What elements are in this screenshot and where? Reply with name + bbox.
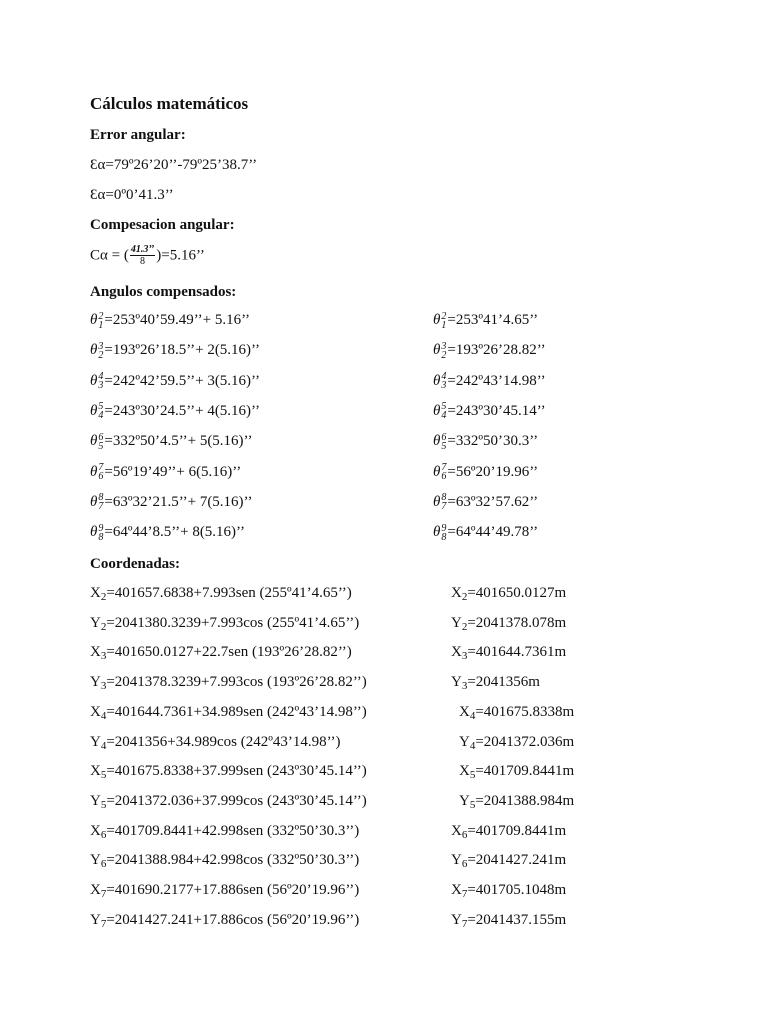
- angle-formula: [90, 402, 260, 421]
- coordinate-variable: Y: [451, 852, 462, 869]
- theta-symbol-group: [433, 371, 447, 392]
- compensation-heading: Compesacion angular:: [90, 217, 235, 233]
- coordinate-formula-text: =401675.8338+37.999sen (243º30’45.14’’): [106, 763, 367, 780]
- coordinate-result: [451, 643, 566, 661]
- angle-formula-text: =64º44’8.5’’+ 8(5.16)’’: [104, 524, 245, 541]
- coordinate-result-text: =2041388.984m: [475, 792, 575, 809]
- coordinates-heading: Coordenadas:: [90, 556, 181, 572]
- coordinate-result-text: =2041372.036m: [475, 733, 575, 750]
- coordinate-variable: X: [451, 585, 462, 601]
- coordinate-result: [459, 792, 574, 810]
- coordinate-formula: [90, 733, 341, 751]
- coordinate-formula-text: =401709.8441+42.998sen (332º50’30.3’’): [106, 822, 360, 839]
- coordinate-variable: Y: [451, 614, 462, 631]
- coordinate-formula: [90, 911, 359, 929]
- coordinate-result-text: =2041427.241m: [467, 852, 567, 869]
- theta-symbol-group: [90, 492, 104, 513]
- theta-symbol-group: [433, 310, 447, 331]
- angle-formula: [90, 523, 245, 542]
- coordinate-result: [459, 733, 574, 751]
- angle-formula-text: =332º50’4.5’’+ 5(5.16)’’: [104, 433, 253, 450]
- coordinate-result: [451, 911, 566, 929]
- coordinate-result-text: =401709.8441m: [475, 763, 575, 780]
- angle-result: [433, 402, 546, 421]
- theta-superscript: 8: [98, 492, 104, 504]
- theta-subscript: 8: [441, 531, 447, 543]
- coordinate-formula: [90, 614, 359, 632]
- theta-symbol: θ: [433, 493, 441, 510]
- compensation-fraction: [130, 245, 155, 267]
- angle-formula-text: =243º30’24.5’’+ 4(5.16)’’: [104, 402, 260, 419]
- coordinate-result: [451, 673, 540, 691]
- angle-result-text: =56º20’19.96’’: [447, 463, 539, 480]
- page-title: Cálculos matemáticos: [90, 94, 249, 113]
- coordinate-formula: [90, 762, 367, 780]
- theta-subscript: 5: [98, 440, 104, 452]
- coordinate-index: 7: [461, 888, 468, 900]
- coordinate-variable: Y: [90, 614, 101, 631]
- theta-indices: [98, 372, 103, 390]
- coordinate-index: 6: [461, 828, 468, 841]
- theta-superscript: 9: [441, 522, 447, 534]
- theta-symbol: θ: [90, 312, 98, 328]
- angle-formula: [90, 311, 250, 330]
- theta-symbol-group: [433, 340, 447, 361]
- coordinate-index: 3: [100, 680, 107, 693]
- theta-subscript: 3: [441, 380, 447, 392]
- angle-result-text: =63º32’57.62’’: [447, 493, 539, 510]
- theta-symbol: θ: [433, 433, 441, 450]
- theta-symbol-group: [90, 401, 104, 422]
- coordinate-result-text: =401709.8441m: [467, 822, 567, 839]
- theta-subscript: 3: [98, 380, 104, 392]
- angle-formula: [90, 341, 260, 360]
- theta-superscript: 5: [441, 401, 447, 413]
- coordinate-formula: [90, 881, 359, 899]
- theta-indices: [441, 402, 446, 420]
- coordinate-variable: X: [90, 882, 101, 898]
- theta-superscript: 6: [441, 431, 447, 443]
- theta-subscript: 5: [441, 440, 447, 452]
- theta-symbol-group: [90, 431, 104, 452]
- error-line: Ɛα=0º0’41.3’’: [90, 187, 174, 203]
- coordinate-variable: X: [90, 763, 101, 780]
- coordinate-index: 5: [100, 769, 107, 782]
- coordinate-formula: [90, 643, 352, 661]
- theta-symbol: θ: [90, 524, 98, 541]
- theta-indices: [98, 463, 103, 481]
- coordinate-variable: X: [451, 644, 462, 661]
- coordinate-variable: X: [459, 703, 470, 720]
- theta-symbol-group: [433, 492, 447, 513]
- theta-indices: [441, 342, 446, 360]
- theta-superscript: 2: [98, 310, 104, 322]
- theta-subscript: 2: [98, 349, 104, 361]
- theta-symbol-group: [90, 340, 104, 361]
- theta-subscript: 7: [98, 501, 104, 513]
- coordinate-variable: Y: [90, 733, 101, 750]
- coordinate-formula: [90, 822, 359, 840]
- angle-result-text: =64º44’49.78’’: [447, 524, 539, 541]
- theta-symbol: θ: [90, 433, 98, 450]
- angle-result-text: =253º41’4.65’’: [447, 312, 539, 328]
- angle-result: [433, 341, 546, 360]
- angle-result: [433, 463, 538, 482]
- theta-indices: [441, 312, 446, 330]
- theta-indices: [98, 433, 103, 451]
- fraction-denominator: 8: [140, 256, 146, 267]
- theta-indices: [98, 342, 103, 360]
- theta-symbol: θ: [90, 463, 98, 480]
- coordinate-result: [451, 584, 566, 602]
- coordinate-index: 3: [461, 650, 468, 663]
- angle-result: [433, 432, 538, 451]
- coordinate-variable: X: [451, 822, 462, 839]
- compensation-suffix: )=5.16’’: [156, 247, 205, 264]
- angle-formula-text: =193º26’18.5’’+ 2(5.16)’’: [104, 342, 260, 359]
- coordinate-result-text: =401705.1048m: [467, 882, 567, 898]
- angle-formula-text: =56º19’49’’+ 6(5.16)’’: [104, 463, 242, 480]
- angle-formula-text: =242º42’59.5’’+ 3(5.16)’’: [104, 372, 260, 389]
- theta-subscript: 1: [441, 319, 447, 331]
- theta-symbol-group: [433, 462, 447, 483]
- theta-indices: [441, 524, 446, 542]
- theta-subscript: 6: [98, 471, 104, 483]
- theta-symbol-group: [433, 431, 447, 452]
- coordinate-index: 5: [469, 769, 476, 782]
- coordinate-formula: [90, 792, 367, 810]
- coordinate-result: [459, 703, 574, 721]
- coordinate-index: 6: [100, 858, 107, 871]
- coordinate-index: 3: [100, 650, 107, 663]
- theta-subscript: 8: [98, 531, 104, 543]
- coordinate-formula: [90, 673, 367, 691]
- theta-superscript: 7: [441, 462, 447, 474]
- angle-result: [433, 523, 538, 542]
- coordinate-result: [451, 822, 566, 840]
- theta-symbol-group: [90, 462, 104, 483]
- theta-superscript: 4: [441, 371, 447, 383]
- coordinate-formula-text: =2041356+34.989cos (242º43’14.98’’): [106, 733, 341, 750]
- theta-symbol: θ: [433, 402, 441, 419]
- angle-result-text: =242º43’14.98’’: [447, 372, 546, 389]
- theta-superscript: 6: [98, 431, 104, 443]
- coordinate-formula-text: =2041378.3239+7.993cos (193º26’28.82’’): [106, 674, 367, 691]
- theta-indices: [441, 433, 446, 451]
- coordinate-formula-text: =2041372.036+37.999cos (243º30’45.14’’): [106, 792, 367, 809]
- coordinate-variable: Y: [459, 792, 470, 809]
- coordinate-variable: Y: [451, 911, 462, 928]
- coordinate-result: [451, 881, 566, 899]
- coordinate-index: 4: [469, 709, 476, 722]
- coordinate-formula-text: =2041427.241+17.886cos (56º20’19.96’’): [106, 911, 360, 928]
- theta-symbol-group: [90, 522, 104, 543]
- angle-result: [433, 493, 538, 512]
- coordinate-variable: X: [90, 644, 101, 661]
- coordinate-formula-text: =401644.7361+34.989sen (242º43’14.98’’): [106, 703, 367, 720]
- theta-indices: [98, 524, 103, 542]
- coordinate-index: 4: [469, 739, 476, 752]
- theta-symbol-group: [433, 401, 447, 422]
- theta-symbol: θ: [433, 524, 441, 541]
- theta-symbol-group: [90, 371, 104, 392]
- angle-result: [433, 372, 546, 391]
- coordinate-result-text: =401675.8338m: [475, 703, 575, 720]
- theta-superscript: 2: [441, 310, 447, 322]
- theta-subscript: 4: [98, 410, 104, 422]
- coordinate-index: 3: [461, 680, 468, 693]
- coordinate-result-text: =2041437.155m: [467, 911, 567, 928]
- theta-superscript: 4: [98, 371, 104, 383]
- error-heading: Error angular:: [90, 127, 186, 143]
- theta-symbol: θ: [433, 312, 441, 328]
- theta-subscript: 4: [441, 410, 447, 422]
- theta-superscript: 5: [98, 401, 104, 413]
- theta-superscript: 9: [98, 522, 104, 534]
- angles-heading: Angulos compensados:: [90, 284, 237, 300]
- coordinate-index: 2: [100, 620, 107, 633]
- theta-symbol: θ: [90, 402, 98, 419]
- theta-superscript: 3: [98, 340, 104, 352]
- coordinate-index: 2: [461, 620, 468, 633]
- theta-superscript: 8: [441, 492, 447, 504]
- coordinate-result-text: =2041378.078m: [467, 614, 567, 631]
- fraction-numerator: 41.3’’: [130, 244, 155, 255]
- theta-symbol: θ: [90, 372, 98, 389]
- coordinate-index: 7: [100, 917, 107, 930]
- theta-symbol: θ: [433, 342, 441, 359]
- coordinate-result-text: =401650.0127m: [467, 585, 567, 601]
- coordinate-variable: Y: [451, 674, 462, 691]
- theta-indices: [98, 402, 103, 420]
- angle-result-text: =193º26’28.82’’: [447, 342, 546, 359]
- coordinate-formula: [90, 851, 359, 869]
- coordinate-index: 5: [469, 798, 476, 811]
- coordinate-index: 2: [100, 591, 107, 603]
- coordinate-result: [459, 762, 574, 780]
- theta-symbol: θ: [433, 372, 441, 389]
- theta-subscript: 1: [98, 319, 104, 331]
- coordinate-formula-text: =401650.0127+22.7sen (193º26’28.82’’): [106, 644, 352, 661]
- theta-indices: [441, 463, 446, 481]
- error-line: Ɛα=79º26’20’’-79º25’38.7’’: [90, 157, 258, 173]
- theta-indices: [98, 312, 103, 330]
- angle-formula: [90, 493, 252, 512]
- coordinate-variable: Y: [459, 733, 470, 750]
- coordinate-formula-text: =2041388.984+42.998cos (332º50’30.3’’): [106, 852, 360, 869]
- coordinate-index: 7: [100, 888, 107, 900]
- theta-symbol: θ: [433, 463, 441, 480]
- theta-indices: [441, 372, 446, 390]
- angle-result-text: =243º30’45.14’’: [447, 402, 546, 419]
- coordinate-variable: X: [90, 822, 101, 839]
- coordinate-index: 5: [100, 798, 107, 811]
- coordinate-result-text: =2041356m: [467, 674, 540, 691]
- coordinate-index: 7: [461, 917, 468, 930]
- angle-result: [433, 311, 538, 330]
- coordinate-index: 4: [100, 709, 107, 722]
- coordinate-formula-text: =2041380.3239+7.993cos (255º41’4.65’’): [106, 614, 360, 631]
- coordinate-variable: Y: [90, 852, 101, 869]
- coordinate-index: 4: [100, 739, 107, 752]
- theta-subscript: 6: [441, 471, 447, 483]
- coordinate-variable: X: [90, 703, 101, 720]
- theta-indices: [98, 493, 103, 511]
- coordinate-variable: X: [451, 882, 462, 898]
- coordinate-formula-text: =401690.2177+17.886sen (56º20’19.96’’): [106, 882, 360, 898]
- coordinate-variable: Y: [90, 911, 101, 928]
- theta-symbol-group: [433, 522, 447, 543]
- compensation-formula: [90, 245, 205, 267]
- coordinate-variable: Y: [90, 792, 101, 809]
- coordinate-formula-text: =401657.6838+7.993sen (255º41’4.65’’): [106, 585, 352, 601]
- coordinate-index: 2: [461, 591, 468, 603]
- coordinate-result-text: =401644.7361m: [467, 644, 567, 661]
- coordinate-result: [451, 851, 566, 869]
- coordinate-variable: X: [459, 763, 470, 780]
- angle-formula-text: =63º32’21.5’’+ 7(5.16)’’: [104, 493, 253, 510]
- theta-superscript: 3: [441, 340, 447, 352]
- coordinate-formula: [90, 703, 367, 721]
- theta-symbol: θ: [90, 342, 98, 359]
- theta-indices: [441, 493, 446, 511]
- compensation-prefix: Cα = (: [90, 247, 129, 264]
- coordinate-variable: Y: [90, 674, 101, 691]
- coordinate-result: [451, 614, 566, 632]
- angle-result-text: =332º50’30.3’’: [447, 433, 539, 450]
- theta-superscript: 7: [98, 462, 104, 474]
- coordinate-index: 6: [461, 858, 468, 871]
- theta-symbol: θ: [90, 493, 98, 510]
- coordinate-variable: X: [90, 585, 101, 601]
- coordinate-formula: [90, 584, 352, 602]
- angle-formula: [90, 432, 252, 451]
- theta-subscript: 2: [441, 349, 447, 361]
- angle-formula-text: =253º40’59.49’’+ 5.16’’: [104, 312, 250, 328]
- theta-subscript: 7: [441, 501, 447, 513]
- angle-formula: [90, 463, 241, 482]
- coordinate-index: 6: [100, 828, 107, 841]
- angle-formula: [90, 372, 260, 391]
- theta-symbol-group: [90, 310, 104, 331]
